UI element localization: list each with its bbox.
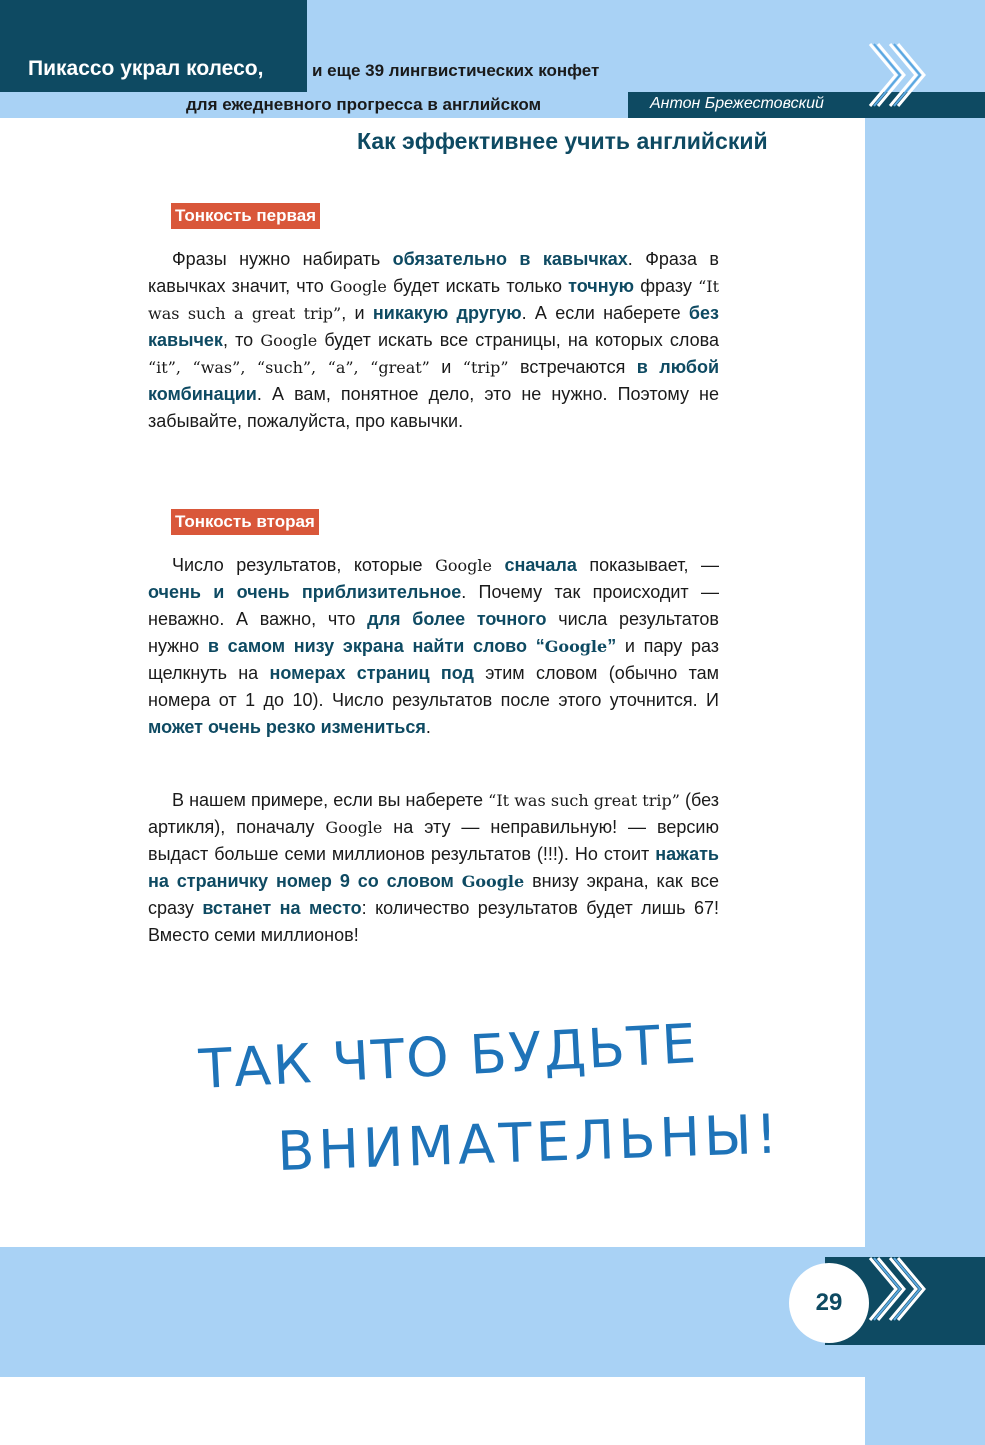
book-subtitle-line2: для ежедневного прогресса в английском (186, 95, 542, 114)
page-number: 29 (815, 1289, 843, 1316)
footer-band (0, 1247, 865, 1377)
author-name: Антон Брежестовский (650, 95, 824, 112)
tip-label-second: Тонкость вторая (171, 509, 319, 535)
handwritten-line1: ТАК ЧТО БУДЬТЕ (197, 1011, 700, 1101)
paragraph-tip-second: Число результатов, которые Google сначала показывает, — очень и очень приблизительное. Почему так происходит — неважно. А важно, что для более точного числа результатов нужно в самом низу экрана найти слово “Google” и пару раз щелкнуть на номерах страниц под этим словом (обычно там номера от 1 до 10). Число результатов после этого уточнится. И может очень резко измениться. (148, 555, 720, 737)
chevron-double-right-icon (864, 38, 936, 112)
handwritten-note (196, 1011, 783, 1190)
section-title: Как эффективнее учить английский (357, 128, 768, 154)
paragraph-example: В нашем примере, если вы наберете “It was such great trip” (без артикля), поначалу Google на эту — неправильную! — версию выдаст больше семи миллионов результатов (!!!). Но стоит нажать на страничку номер 9 со словом Google внизу экрана, как все сразу встанет на место: количество результатов будет лишь 67! Вместо семи миллионов! (148, 790, 719, 945)
handwritten-line2: ВНИМАТЕЛЬНЫ! (276, 1102, 783, 1183)
tip-label-first: Тонкость первая (171, 203, 320, 229)
chevron-double-right-icon (864, 1252, 936, 1326)
right-margin-strip (865, 0, 985, 1445)
paragraph-tip-first: Фразы нужно набирать обязательно в кавычках. Фраза в кавычках значит, что Google будет искать только точную фразу “It was such a great trip”, и никакую другую. А если наберете без кавычек, то Google будет искать все страницы, на которых слова “it”, “was”, “such”, “a”, “great” и “trip” встречаются в любой комбинации. А вам, понятное дело, это не нужно. Поэтому не забывайте, пожалуйста, про кавычки. (148, 249, 720, 431)
book-subtitle-line1: и еще 39 лингвистических конфет (312, 61, 600, 80)
book-title: Пикассо украл колесо, (28, 57, 264, 80)
